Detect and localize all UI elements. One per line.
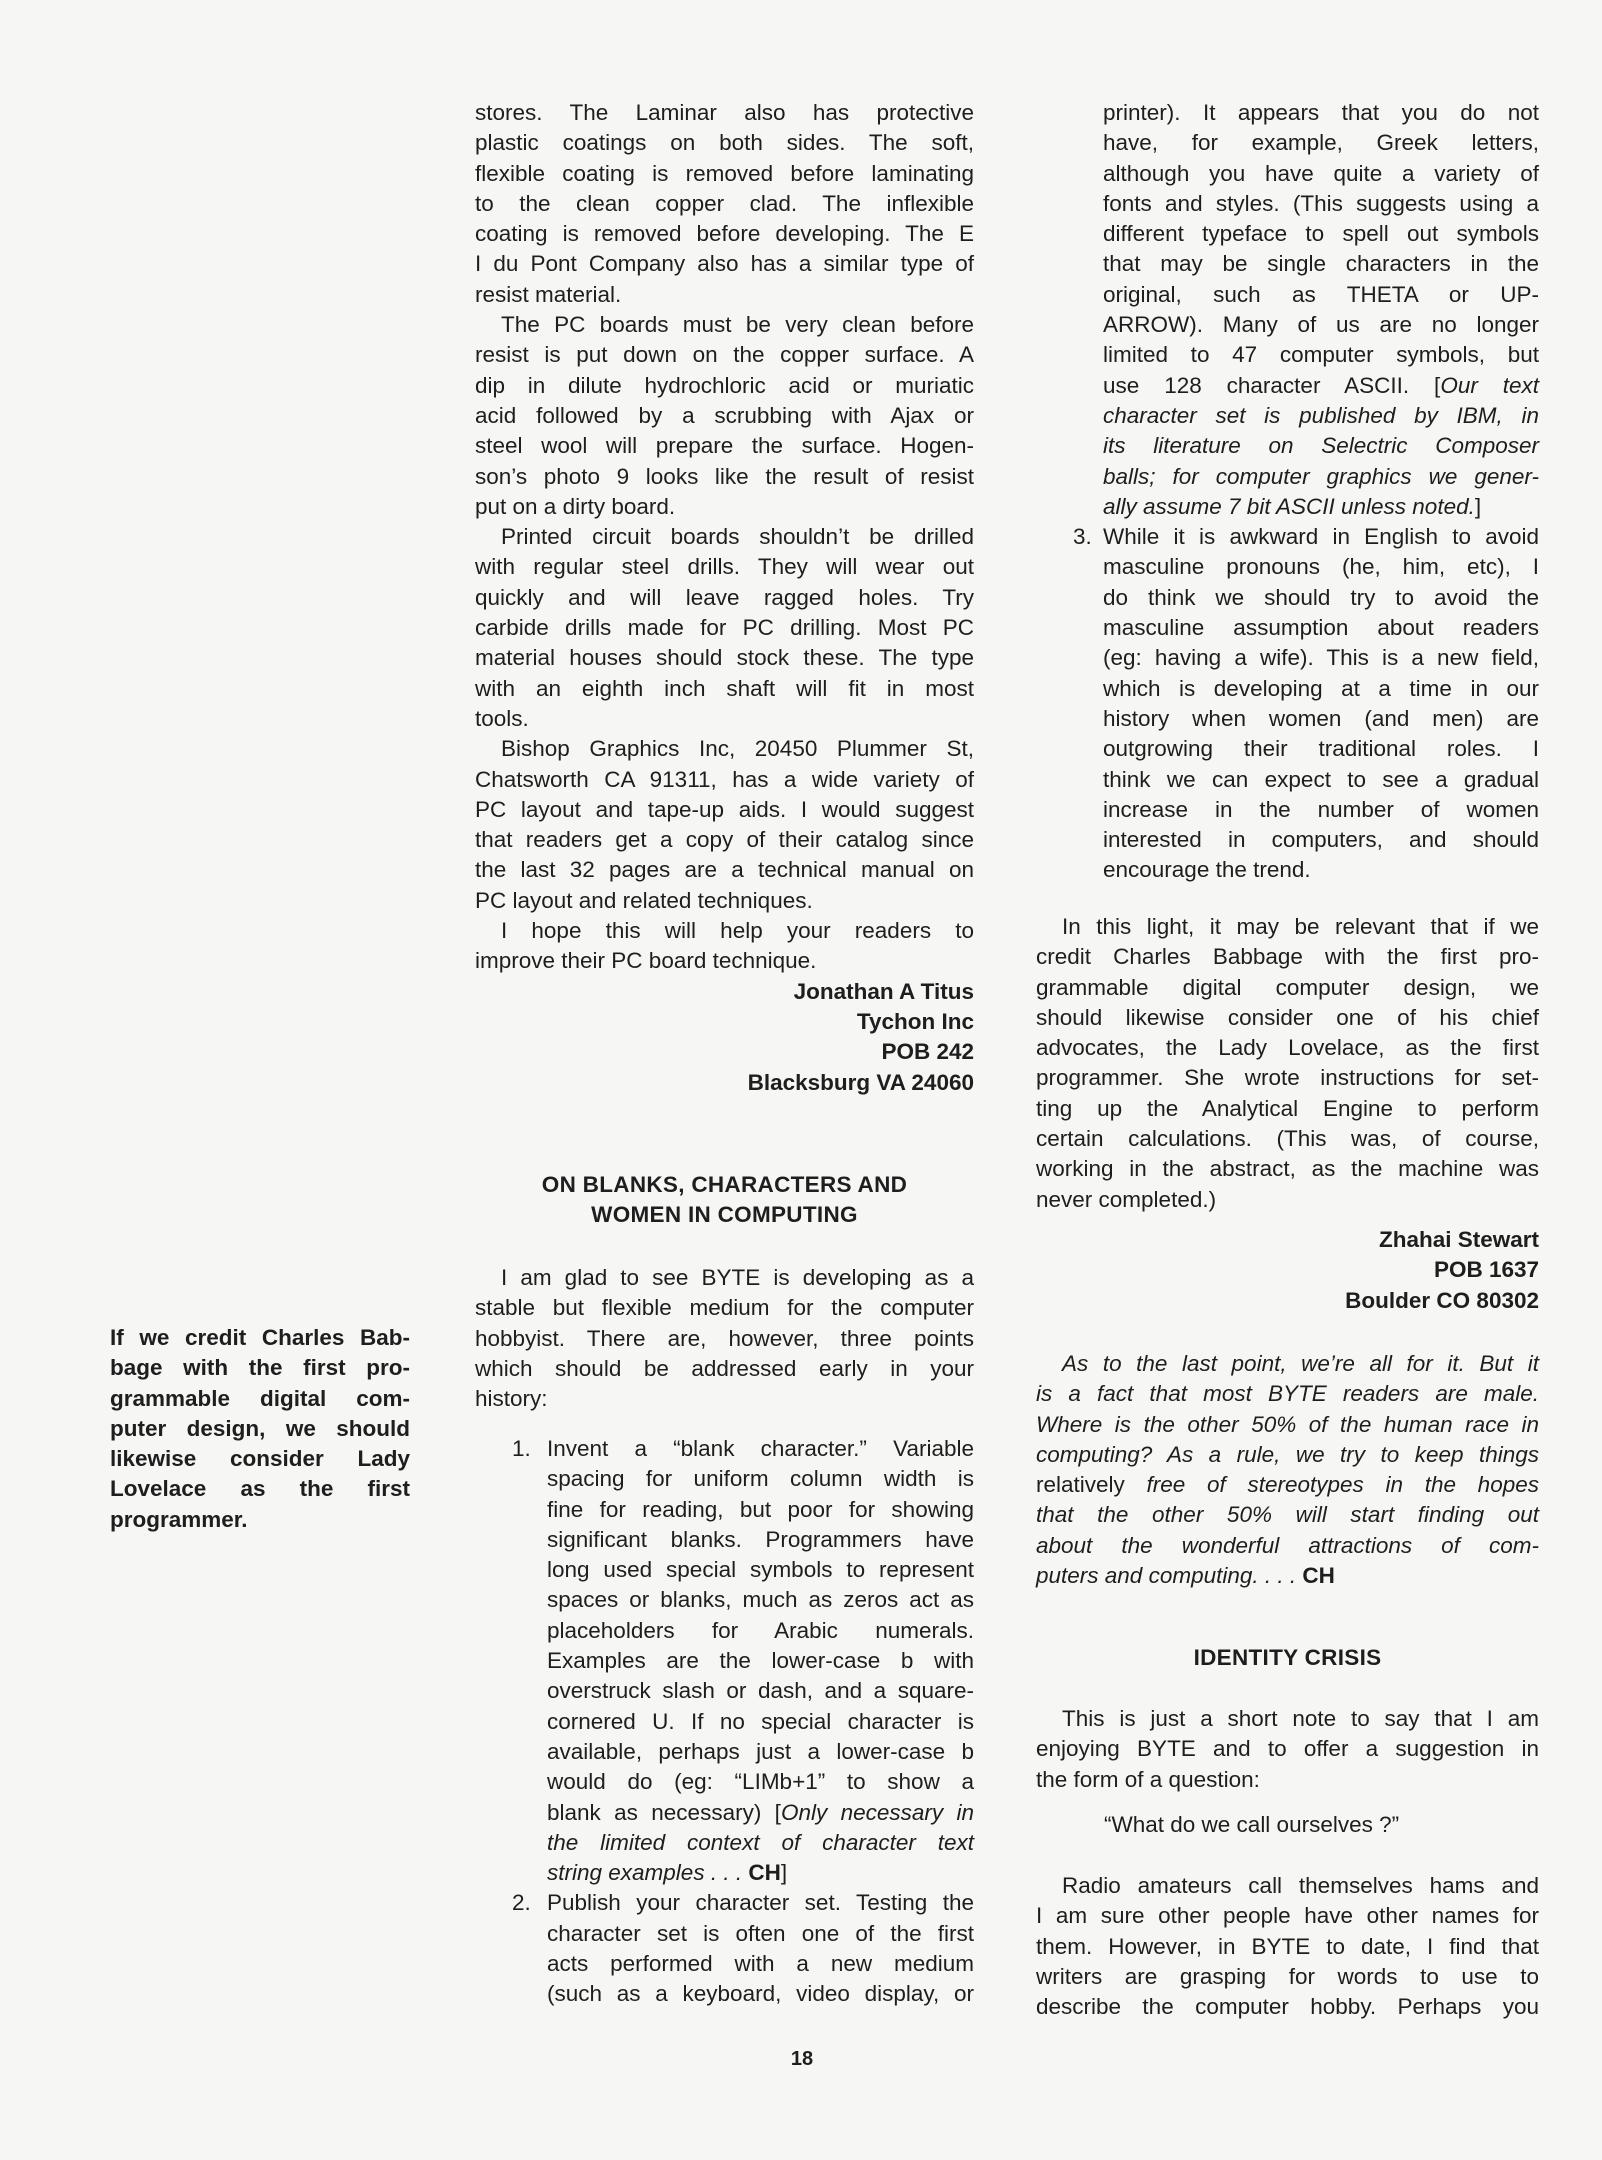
text-line: puter design, we should <box>110 1415 410 1441</box>
paragraph <box>1036 1704 1539 1795</box>
text-line: outgrowing their traditional roles. I <box>1103 736 1539 762</box>
text-line: have, for example, Greek letters, <box>1103 130 1539 156</box>
text-line: that readers get a copy of their catalog since <box>475 827 974 853</box>
paragraph <box>1036 1349 1539 1591</box>
text-line: (eg: having a wife). This is a new field, <box>1103 645 1539 671</box>
text-line: printer). It appears that you do not <box>1103 100 1539 125</box>
text-line: I am sure other people have other names for <box>1036 1903 1539 1929</box>
text-line: fine for reading, but poor for showing <box>547 1496 974 1522</box>
paragraph <box>1036 1871 1539 2022</box>
paragraph <box>475 1263 974 1414</box>
text-line: long used special symbols to represent <box>547 1557 974 1583</box>
text-segment: is a fact that most BYTE readers are male. <box>1036 1381 1539 1407</box>
text-line <box>1036 1500 1539 1530</box>
text-line: ARROW). Many of us are no longer <box>1103 312 1539 338</box>
text-line: would do (eg: “LIMb+1” to show a <box>547 1769 974 1795</box>
text-line <box>1103 431 1539 461</box>
text-line <box>1103 401 1539 431</box>
text-line: to the clean copper clad. The inflexible <box>475 190 974 216</box>
paragraph <box>475 916 974 977</box>
page-number: 18 <box>790 2048 814 2070</box>
text-segment: free of stereotypes in the hopes <box>1146 1472 1539 1498</box>
text-line: with an eighth inch shaft will fit in most <box>475 675 974 701</box>
text-line: coating is removed before developing. The E <box>475 221 974 247</box>
text-line <box>547 1858 974 1888</box>
text-line: programmer. She wrote instructions for set- <box>1036 1065 1539 1091</box>
text-line: masculine pronouns (he, him, etc), I <box>1103 554 1539 580</box>
text-line: stores. The Laminar also has protective <box>475 100 974 125</box>
paragraph <box>475 98 974 310</box>
text-segment: Our text <box>1440 372 1540 398</box>
quote <box>1036 1810 1602 1840</box>
paragraph <box>475 522 974 734</box>
text-line: which is developing at a time in our <box>1103 675 1539 701</box>
text-line: resist is put down on the copper surface. A <box>475 342 974 368</box>
letter-signature <box>1036 1225 1539 1316</box>
text-line: original, such as THETA or UP- <box>1103 281 1539 307</box>
text-line: fonts and styles. (This suggests using a <box>1103 190 1539 216</box>
text-line: significant blanks. Programmers have <box>547 1526 974 1552</box>
text-line: WOMEN IN COMPUTING <box>591 1202 858 1228</box>
list-number: 3. <box>1073 524 1092 550</box>
text-segment: ] <box>1474 493 1482 519</box>
text-line: PC layout and tape-up aids. I would suggest <box>475 796 974 822</box>
list-item-text <box>547 1888 974 2009</box>
text-line: This is just a short note to say that I am <box>1062 1706 1539 1731</box>
text-line: Jonathan A Titus <box>793 978 974 1004</box>
text-line: character set is often one of the first <box>547 1920 974 1946</box>
text-segment: about the wonderful attractions of com- <box>1036 1532 1539 1558</box>
list-number: 1. <box>512 1436 531 1461</box>
text-segment: computing? As a rule, we try to keep things <box>1036 1441 1539 1467</box>
text-segment: CH <box>748 1860 781 1886</box>
text-line: spacing for uniform column width is <box>547 1466 974 1492</box>
text-line: placeholders for Arabic numerals. <box>547 1617 974 1643</box>
text-line: While it is awkward in English to avoid <box>1103 524 1539 550</box>
text-line: Bishop Graphics Inc, 20450 Plummer St, <box>501 736 974 762</box>
text-line: Boulder CO 80302 <box>1345 1287 1539 1313</box>
text-line <box>547 1828 974 1858</box>
text-line: do think we should try to avoid the <box>1103 584 1539 610</box>
text-line: ting up the Analytical Engine to perform <box>1036 1095 1539 1121</box>
list-item <box>1036 522 1539 886</box>
paragraph <box>475 310 974 522</box>
text-line: dip in dilute hydrochloric acid or muriatic <box>475 372 974 398</box>
text-line: which should be addressed early in your <box>475 1355 974 1381</box>
text-line: steel wool will prepare the surface. Hogen- <box>475 433 974 459</box>
text-segment: balls; for computer graphics we gener- <box>1103 463 1539 489</box>
text-line: flexible coating is removed before laminating <box>475 160 974 186</box>
text-segment: string examples . . . <box>547 1860 749 1886</box>
text-segment: Where is the other 50% of the human race in <box>1036 1411 1539 1437</box>
text-line: encourage the trend. <box>1103 857 1311 883</box>
babbage-block <box>1036 912 1539 1215</box>
text-line: son’s photo 9 looks like the result of resist <box>475 463 974 489</box>
text-line <box>1103 492 1539 522</box>
text-line: resist material. <box>475 281 622 307</box>
text-line: The PC boards must be very clean before <box>501 312 974 338</box>
paragraph <box>1036 912 1539 1215</box>
text-line: different typeface to spell out symbols <box>1103 221 1539 247</box>
text-line: POB 1637 <box>1433 1257 1539 1283</box>
text-line: (such as a keyboard, video display, or <box>547 1981 974 2007</box>
text-line: “What do we call ourselves ?” <box>1104 1812 1400 1837</box>
text-line: acid followed by a scrubbing with Ajax or <box>475 402 974 428</box>
editor-note <box>1036 1349 1539 1591</box>
text-line: the last 32 pages are a technical manual on <box>475 857 974 883</box>
text-line: material houses should stock these. The type <box>475 645 974 671</box>
text-line: think we can expect to see a gradual <box>1103 766 1539 792</box>
text-line: Tychon Inc <box>856 1008 974 1034</box>
text-line: improve their PC board technique. <box>475 948 817 974</box>
text-line <box>1103 371 1539 401</box>
pull-quote-text <box>110 1321 410 1533</box>
text-line: advocates, the Lady Lovelace, as the first <box>1036 1035 1539 1061</box>
text-line: likewise consider Lady <box>110 1446 410 1472</box>
text-line: certain calculations. (This was, of course, <box>1036 1126 1539 1152</box>
text-line: PC layout and related techniques. <box>475 887 813 913</box>
text-line: ON BLANKS, CHARACTERS AND <box>541 1172 908 1197</box>
text-line: acts performed with a new medium <box>547 1951 974 1977</box>
text-segment: relatively <box>1036 1472 1147 1498</box>
list-number: 2. <box>512 1890 531 1916</box>
identity-block-2 <box>1036 1871 1539 2022</box>
text-line: Lovelace as the first <box>110 1476 410 1502</box>
text-line: quickly and will leave ragged holes. Try <box>475 584 974 610</box>
section-heading <box>1036 1643 1539 1673</box>
text-line: spaces or blanks, much as zeros act as <box>547 1587 974 1613</box>
paragraph <box>475 734 974 916</box>
text-segment: use 128 character ASCII. [ <box>1103 372 1441 398</box>
text-line: Blacksburg VA 24060 <box>747 1069 974 1095</box>
text-line: Zhahai Stewart <box>1378 1227 1539 1252</box>
text-line: available, perhaps just a lower-case b <box>547 1738 974 1764</box>
text-segment: ally assume 7 bit ASCII unless noted. <box>1103 493 1475 519</box>
list-item-text <box>547 1434 974 1888</box>
text-line: although you have quite a variety of <box>1103 160 1539 186</box>
text-line: tools. <box>475 705 529 731</box>
text-line: working in the abstract, as the machine was <box>1036 1156 1539 1182</box>
text-line: hobbyist. There are, however, three points <box>475 1325 974 1351</box>
text-segment: Only necessary in <box>780 1799 974 1825</box>
text-line: I du Pont Company also has a similar type of <box>475 251 974 277</box>
text-segment: its literature on Selectric Composer <box>1103 433 1539 459</box>
text-line <box>1036 1379 1539 1409</box>
text-segment: ] <box>780 1860 788 1886</box>
text-line: limited to 47 computer symbols, but <box>1103 342 1539 368</box>
text-line: history when women (and men) are <box>1103 705 1539 731</box>
text-line: enjoying BYTE and to offer a suggestion in <box>1036 1736 1539 1762</box>
text-line: Chatsworth CA 91311, has a wide variety of <box>475 766 974 792</box>
identity-block <box>1036 1704 1539 1795</box>
text-segment: CH <box>1302 1563 1335 1589</box>
text-line <box>1036 1410 1539 1440</box>
text-segment: puters and computing. . . . <box>1036 1563 1303 1589</box>
text-line: Invent a “blank character.” Variable <box>547 1436 974 1461</box>
text-line: writers are grasping for words to use to <box>1036 1963 1539 1989</box>
text-line: cornered U. If no special character is <box>547 1708 974 1734</box>
text-line <box>1103 462 1539 492</box>
text-line <box>1036 1531 1539 1561</box>
text-line: grammable digital computer design, we <box>1036 974 1539 1000</box>
text-segment: the limited context of character text <box>547 1829 974 1855</box>
text-segment: blank as necessary) [ <box>547 1799 781 1825</box>
list-item <box>475 1434 974 1888</box>
text-line: POB 242 <box>881 1039 974 1065</box>
text-line: put on a dirty board. <box>475 493 676 519</box>
column-1-top <box>475 98 974 1098</box>
text-line: the form of a question: <box>1036 1766 1260 1792</box>
text-line: IDENTITY CRISIS <box>1193 1645 1382 1670</box>
text-line: Publish your character set. Testing the <box>547 1890 974 1916</box>
text-line <box>1036 1561 1539 1591</box>
text-line: interested in computers, and should <box>1103 827 1539 853</box>
text-segment: character set is published by IBM, in <box>1103 402 1539 428</box>
text-line: I hope this will help your readers to <box>501 918 974 944</box>
text-line: If we credit Charles Bab- <box>110 1325 410 1350</box>
text-line: Examples are the lower-case b with <box>547 1648 974 1674</box>
text-line: masculine assumption about readers <box>1103 615 1539 641</box>
text-line <box>1036 1440 1539 1470</box>
text-line: Printed circuit boards shouldn’t be drilled <box>501 524 974 550</box>
text-line: increase in the number of women <box>1103 796 1539 822</box>
pull-quote <box>110 1321 410 1533</box>
text-line: them. However, in BYTE to date, I find that <box>1036 1933 1539 1959</box>
numbered-list <box>475 1434 974 2010</box>
intro-block <box>475 1263 974 1414</box>
list-item <box>1036 98 1539 522</box>
text-line: never completed.) <box>1036 1186 1217 1212</box>
text-line: that may be single characters in the <box>1103 251 1539 277</box>
list-item-text <box>1103 98 1539 522</box>
text-line: credit Charles Babbage with the first pro- <box>1036 944 1539 970</box>
text-line: overstruck slash or dash, and a square- <box>547 1678 974 1704</box>
text-line: describe the computer hobby. Perhaps you <box>1036 1994 1539 2020</box>
text-line: carbide drills made for PC drilling. Most PC <box>475 615 974 641</box>
text-line: grammable digital com- <box>110 1385 410 1411</box>
text-line: stable but flexible medium for the computer <box>475 1295 974 1321</box>
text-line: bage with the first pro- <box>110 1355 410 1381</box>
text-segment: that the other 50% will start finding out <box>1036 1502 1539 1528</box>
text-line: plastic coatings on both sides. The soft, <box>475 130 974 156</box>
numbered-list-continued <box>1036 98 1539 886</box>
text-line: programmer. <box>110 1506 248 1532</box>
text-line: I am glad to see BYTE is developing as a <box>501 1265 974 1290</box>
text-line: Radio amateurs call themselves hams and <box>1062 1873 1539 1898</box>
section-heading <box>475 1170 974 1231</box>
text-line <box>1036 1349 1539 1379</box>
text-line: should likewise consider one of his chief <box>1036 1004 1539 1030</box>
list-item-text <box>1103 522 1539 886</box>
text-line: with regular steel drills. They will wear out <box>475 554 974 580</box>
text-line: history: <box>475 1386 548 1412</box>
letter-signature <box>475 977 974 1098</box>
list-item <box>475 1888 974 2009</box>
text-line <box>547 1798 974 1828</box>
text-line <box>1036 1470 1539 1500</box>
text-segment: As to the last point, we’re all for it. But it <box>1062 1351 1539 1376</box>
text-line: In this light, it may be relevant that if we <box>1062 914 1539 939</box>
